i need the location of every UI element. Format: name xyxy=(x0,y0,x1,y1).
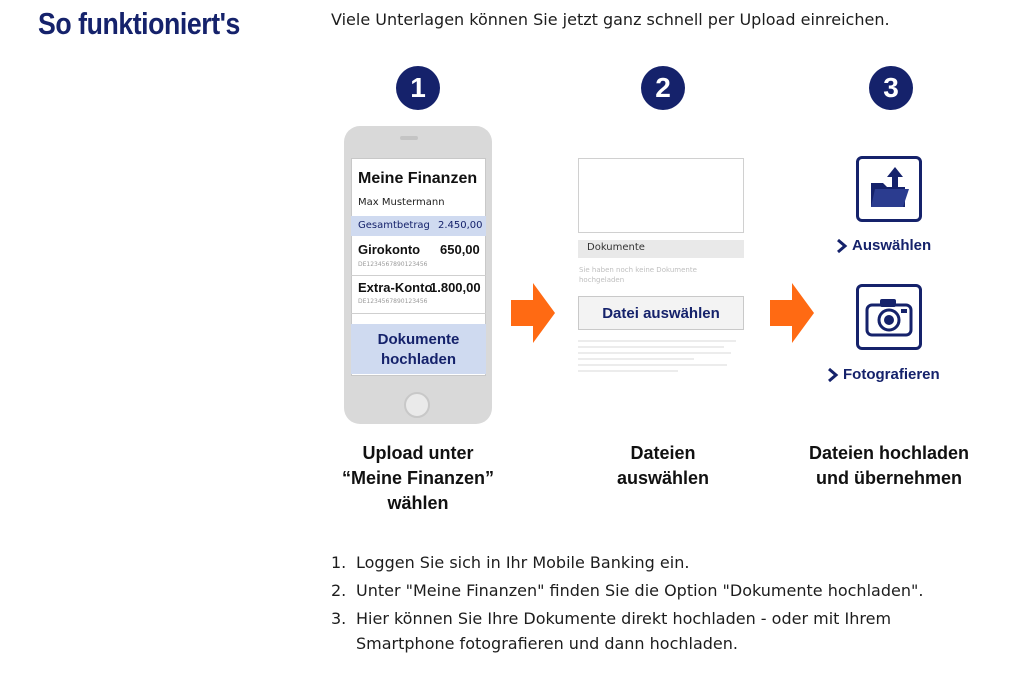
step-2-badge: 2 xyxy=(641,66,685,110)
divider xyxy=(351,275,486,276)
account-name: Girokonto xyxy=(358,242,421,257)
list-item: 1. Loggen Sie sich in Ihr Mobile Banking ein. xyxy=(331,553,690,572)
folder-upload-icon[interactable] xyxy=(856,156,922,222)
fine-print xyxy=(578,340,744,376)
photo-label: Fotografieren xyxy=(843,366,940,383)
step-3-badge: 3 xyxy=(869,66,913,110)
arrow-right-icon xyxy=(511,283,555,343)
upload-documents-label: Dokumente hochladen xyxy=(377,331,460,368)
select-option[interactable] xyxy=(835,237,931,254)
account-name: Extra-Konto xyxy=(358,280,433,295)
list-item: 2. Unter "Meine Finanzen" finden Sie die Option "Dokumente hochladen". xyxy=(331,581,924,600)
step-2-caption: Dateien auswählen xyxy=(616,443,710,488)
select-label: Auswählen xyxy=(852,237,932,254)
arrow-right-icon xyxy=(770,283,814,343)
balance-label: Gesamtbetrag xyxy=(358,220,430,231)
instructions-list xyxy=(331,550,991,659)
account-iban: DE12345678901234​56 xyxy=(358,298,428,305)
balance-value: 2.450,00 xyxy=(438,220,483,231)
step-1-caption: Upload unter “Meine Finanzen” wählen xyxy=(341,443,494,513)
step-3-caption: Dateien hochladen und übernehmen xyxy=(808,443,970,488)
divider xyxy=(351,313,486,314)
photo-option[interactable] xyxy=(826,366,940,383)
phone-home-button xyxy=(404,392,430,418)
camera-icon[interactable] xyxy=(856,284,922,350)
file-preview-area xyxy=(578,158,744,233)
documents-label: Dokumente xyxy=(587,242,645,253)
intro-text: Viele Unterlagen können Sie jetzt ganz schnell per Upload einreichen. xyxy=(331,10,890,29)
no-documents-text: Sie haben noch keine Dokumente hochgeladen xyxy=(579,266,697,284)
choose-file-button[interactable]: Datei auswählen xyxy=(578,296,744,330)
step-1-badge: 1 xyxy=(396,66,440,110)
chevron-right-icon xyxy=(826,367,840,383)
account-amount: 650,00 xyxy=(440,242,480,257)
list-item: 3. Hier können Sie Ihre Dokumente direkt hochladen - oder mit Ihrem Smartphone fotografieren und dann hochladen. xyxy=(331,609,892,653)
account-iban: DE12345678901234​56 xyxy=(358,261,428,268)
phone-user: Max Mustermann xyxy=(358,197,445,208)
account-amount: 1.800,00 xyxy=(430,280,481,295)
phone-speaker-icon xyxy=(396,134,422,142)
chevron-right-icon xyxy=(835,238,849,254)
page-title: So funktioniert's xyxy=(38,6,240,41)
phone-title: Meine Finanzen xyxy=(358,170,478,187)
